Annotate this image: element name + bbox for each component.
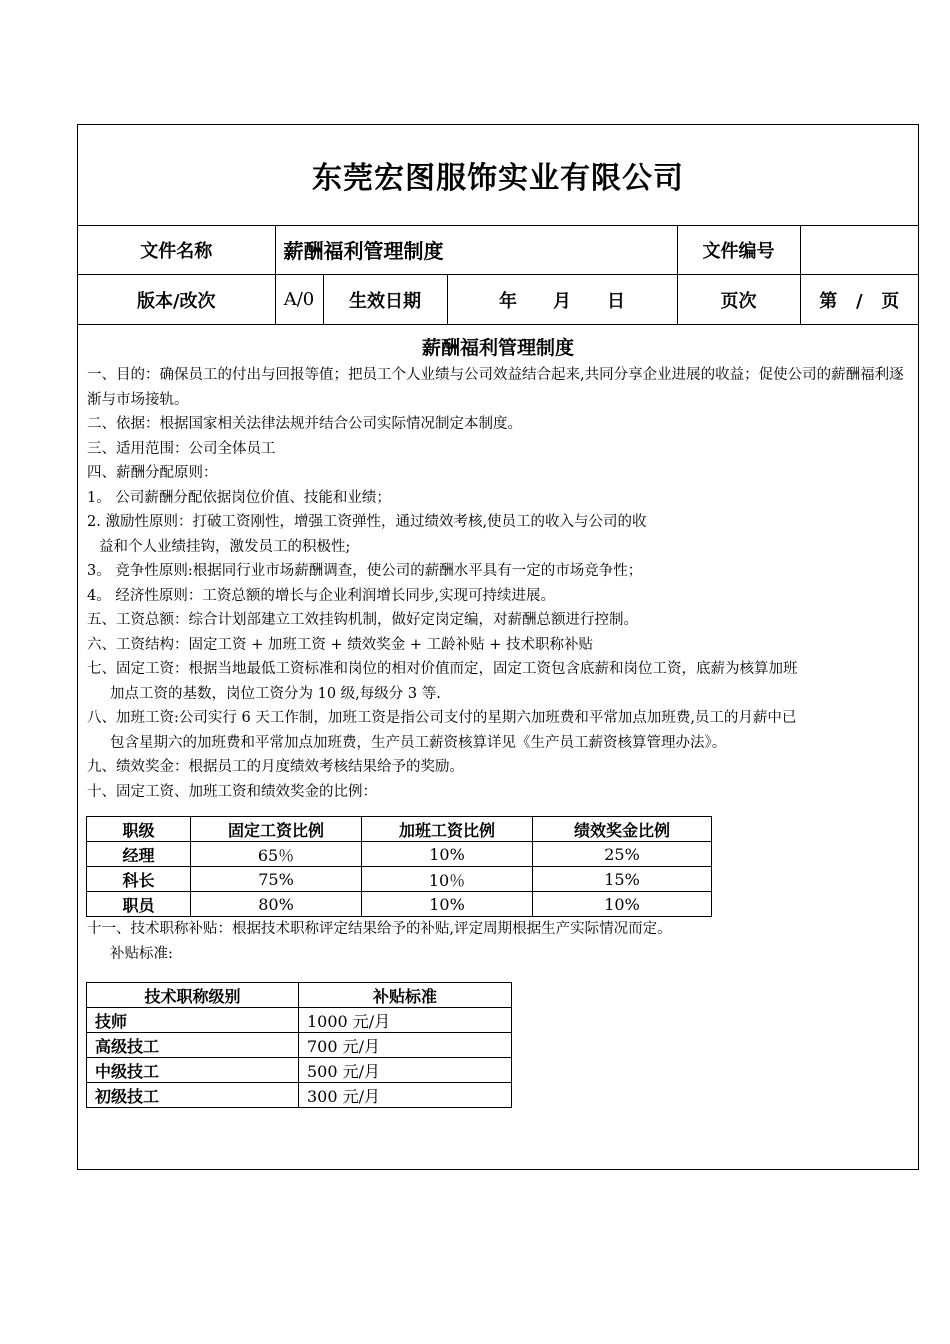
ratio-cell: 75% bbox=[191, 867, 362, 892]
ratio-cell: 15% bbox=[533, 867, 712, 892]
ratio-cell: 10% bbox=[362, 842, 533, 867]
subsidy-header-cell: 技术职称级别 bbox=[87, 983, 299, 1008]
para-principle-2a: 2. 激励性原则：打破工资刚性，增强工资弹性，通过绩效考核,使员工的收入与公司的收 bbox=[87, 514, 647, 530]
page-slash: / bbox=[855, 290, 863, 312]
para-principle-3: 3。 竞争性原则:根据同行业市场薪酬调查，使公司的薪酬水平具有一定的市场竞争性； bbox=[87, 563, 643, 579]
page-label: 页次 bbox=[677, 275, 800, 325]
ratio-cell: 经理 bbox=[87, 842, 191, 867]
page-di: 第 bbox=[819, 290, 838, 312]
company-name: 东莞宏图服饰实业有限公司 bbox=[78, 125, 918, 226]
para-fixed-wage-b: 加点工资的基数，岗位工资分为 10 级,每级分 3 等. bbox=[110, 685, 441, 702]
ratio-header-cell: 绩效奖金比例 bbox=[533, 817, 712, 842]
para-wage-structure: 六、工资结构：固定工资 + 加班工资 + 绩效奖金 + 工龄补贴 + 技术职称补贴 bbox=[87, 636, 593, 653]
ratio-table bbox=[86, 816, 712, 917]
page-ye: 页 bbox=[881, 290, 900, 312]
document-body bbox=[78, 325, 918, 1108]
para-tech-subsidy: 十一、技术职称补贴：根据技术职称评定结果给予的补贴,评定周期根据生产实际情况而定。 bbox=[87, 921, 672, 937]
table-row bbox=[87, 892, 712, 917]
para-principle-4: 4。 经济性原则：工资总额的增长与企业利润增长同步,实现可持续进展。 bbox=[87, 587, 555, 604]
para-principle-2b: 益和个人业绩挂钩，激发员工的积极性; bbox=[99, 538, 351, 555]
table-row bbox=[87, 1083, 512, 1108]
subsidy-cell: 技师 bbox=[87, 1008, 299, 1033]
subsidy-header-row bbox=[87, 983, 512, 1008]
ratio-cell: 65％ bbox=[191, 842, 362, 867]
subsidy-cell: 初级技工 bbox=[87, 1083, 299, 1108]
effective-date-value bbox=[447, 275, 677, 325]
subsidy-paragraphs bbox=[78, 917, 918, 966]
table-row bbox=[87, 1008, 512, 1033]
file-no-value bbox=[800, 225, 918, 275]
para-basis: 二、依据：根据国家相关法律法规并结合公司实际情况制定本制度。 bbox=[87, 416, 522, 432]
para-ratio-intro: 十、固定工资、加班工资和绩效奖金的比例： bbox=[87, 783, 377, 800]
para-scope: 三、适用范围：公司全体员工 bbox=[87, 440, 276, 457]
subsidy-cell: 500 元/月 bbox=[299, 1058, 512, 1083]
effective-date-label: 生效日期 bbox=[323, 275, 447, 325]
para-purpose: 一、目的：确保员工的付出与回报等值；把员工个人业绩与公司效益结合起来,共同分享企业进展的收益；促使公司的薪酬福利逐渐与市场接轨。 bbox=[87, 367, 904, 408]
file-no-label: 文件编号 bbox=[677, 225, 800, 275]
subsidy-cell: 高级技工 bbox=[87, 1033, 299, 1058]
para-principles: 四、薪酬分配原则： bbox=[87, 465, 218, 481]
file-name-label: 文件名称 bbox=[78, 225, 275, 275]
ratio-header-cell: 加班工资比例 bbox=[362, 817, 533, 842]
ratio-cell: 80% bbox=[191, 892, 362, 917]
subsidy-cell: 700 元/月 bbox=[299, 1033, 512, 1058]
version-label: 版本/改次 bbox=[78, 275, 275, 325]
ratio-cell: 25% bbox=[533, 842, 712, 867]
doc-title: 薪酬福利管理制度 bbox=[421, 337, 574, 359]
date-month: 月 bbox=[553, 290, 571, 312]
content-paragraphs bbox=[78, 363, 918, 804]
para-fixed-wage-a: 七、固定工资：根据当地最低工资标准和岗位的相对价值而定，固定工资包含底薪和岗位工资，底薪为核算加班 bbox=[87, 661, 798, 677]
subsidy-cell: 1000 元/月 bbox=[299, 1008, 512, 1033]
para-subsidy-standard: 补贴标准: bbox=[110, 945, 173, 962]
para-principle-1: 1。 公司薪酬分配依据岗位价值、技能和业绩； bbox=[87, 489, 391, 506]
para-bonus: 九、绩效奖金：根据员工的月度绩效考核结果给予的奖励。 bbox=[87, 759, 464, 775]
para-total-wage: 五、工资总额：综合计划部建立工效挂钩机制，做好定岗定编，对薪酬总额进行控制。 bbox=[87, 612, 638, 628]
para-overtime-b: 包含星期六的加班费和平常加点加班费，生产员工薪资核算详见《生产员工薪资核算管理办法》。 bbox=[110, 734, 727, 751]
table-row bbox=[87, 1033, 512, 1058]
ratio-header-cell: 职级 bbox=[87, 817, 191, 842]
subsidy-cell: 300 元/月 bbox=[299, 1083, 512, 1108]
ratio-header-row bbox=[87, 817, 712, 842]
document-header-table bbox=[78, 225, 918, 325]
page-value bbox=[800, 275, 918, 325]
ratio-cell: 科长 bbox=[87, 867, 191, 892]
para-overtime-a: 八、加班工资:公司实行 6 天工作制，加班工资是指公司支付的星期六加班费和平常加点加班费,员工的月薪中已 bbox=[87, 710, 797, 726]
subsidy-table bbox=[86, 982, 512, 1108]
file-name-value: 薪酬福利管理制度 bbox=[275, 225, 677, 275]
ratio-cell: 10％ bbox=[362, 867, 533, 892]
ratio-cell: 职员 bbox=[87, 892, 191, 917]
version-value: A/0 bbox=[275, 275, 323, 325]
document-frame bbox=[77, 124, 919, 1170]
ratio-header-cell: 固定工资比例 bbox=[191, 817, 362, 842]
ratio-cell: 10% bbox=[362, 892, 533, 917]
date-year: 年 bbox=[499, 290, 517, 312]
subsidy-cell: 中级技工 bbox=[87, 1058, 299, 1083]
subsidy-header-cell: 补贴标准 bbox=[299, 983, 512, 1008]
table-row bbox=[87, 842, 712, 867]
date-day: 日 bbox=[607, 290, 625, 312]
ratio-cell: 10% bbox=[533, 892, 712, 917]
table-row bbox=[87, 1058, 512, 1083]
table-row bbox=[87, 867, 712, 892]
